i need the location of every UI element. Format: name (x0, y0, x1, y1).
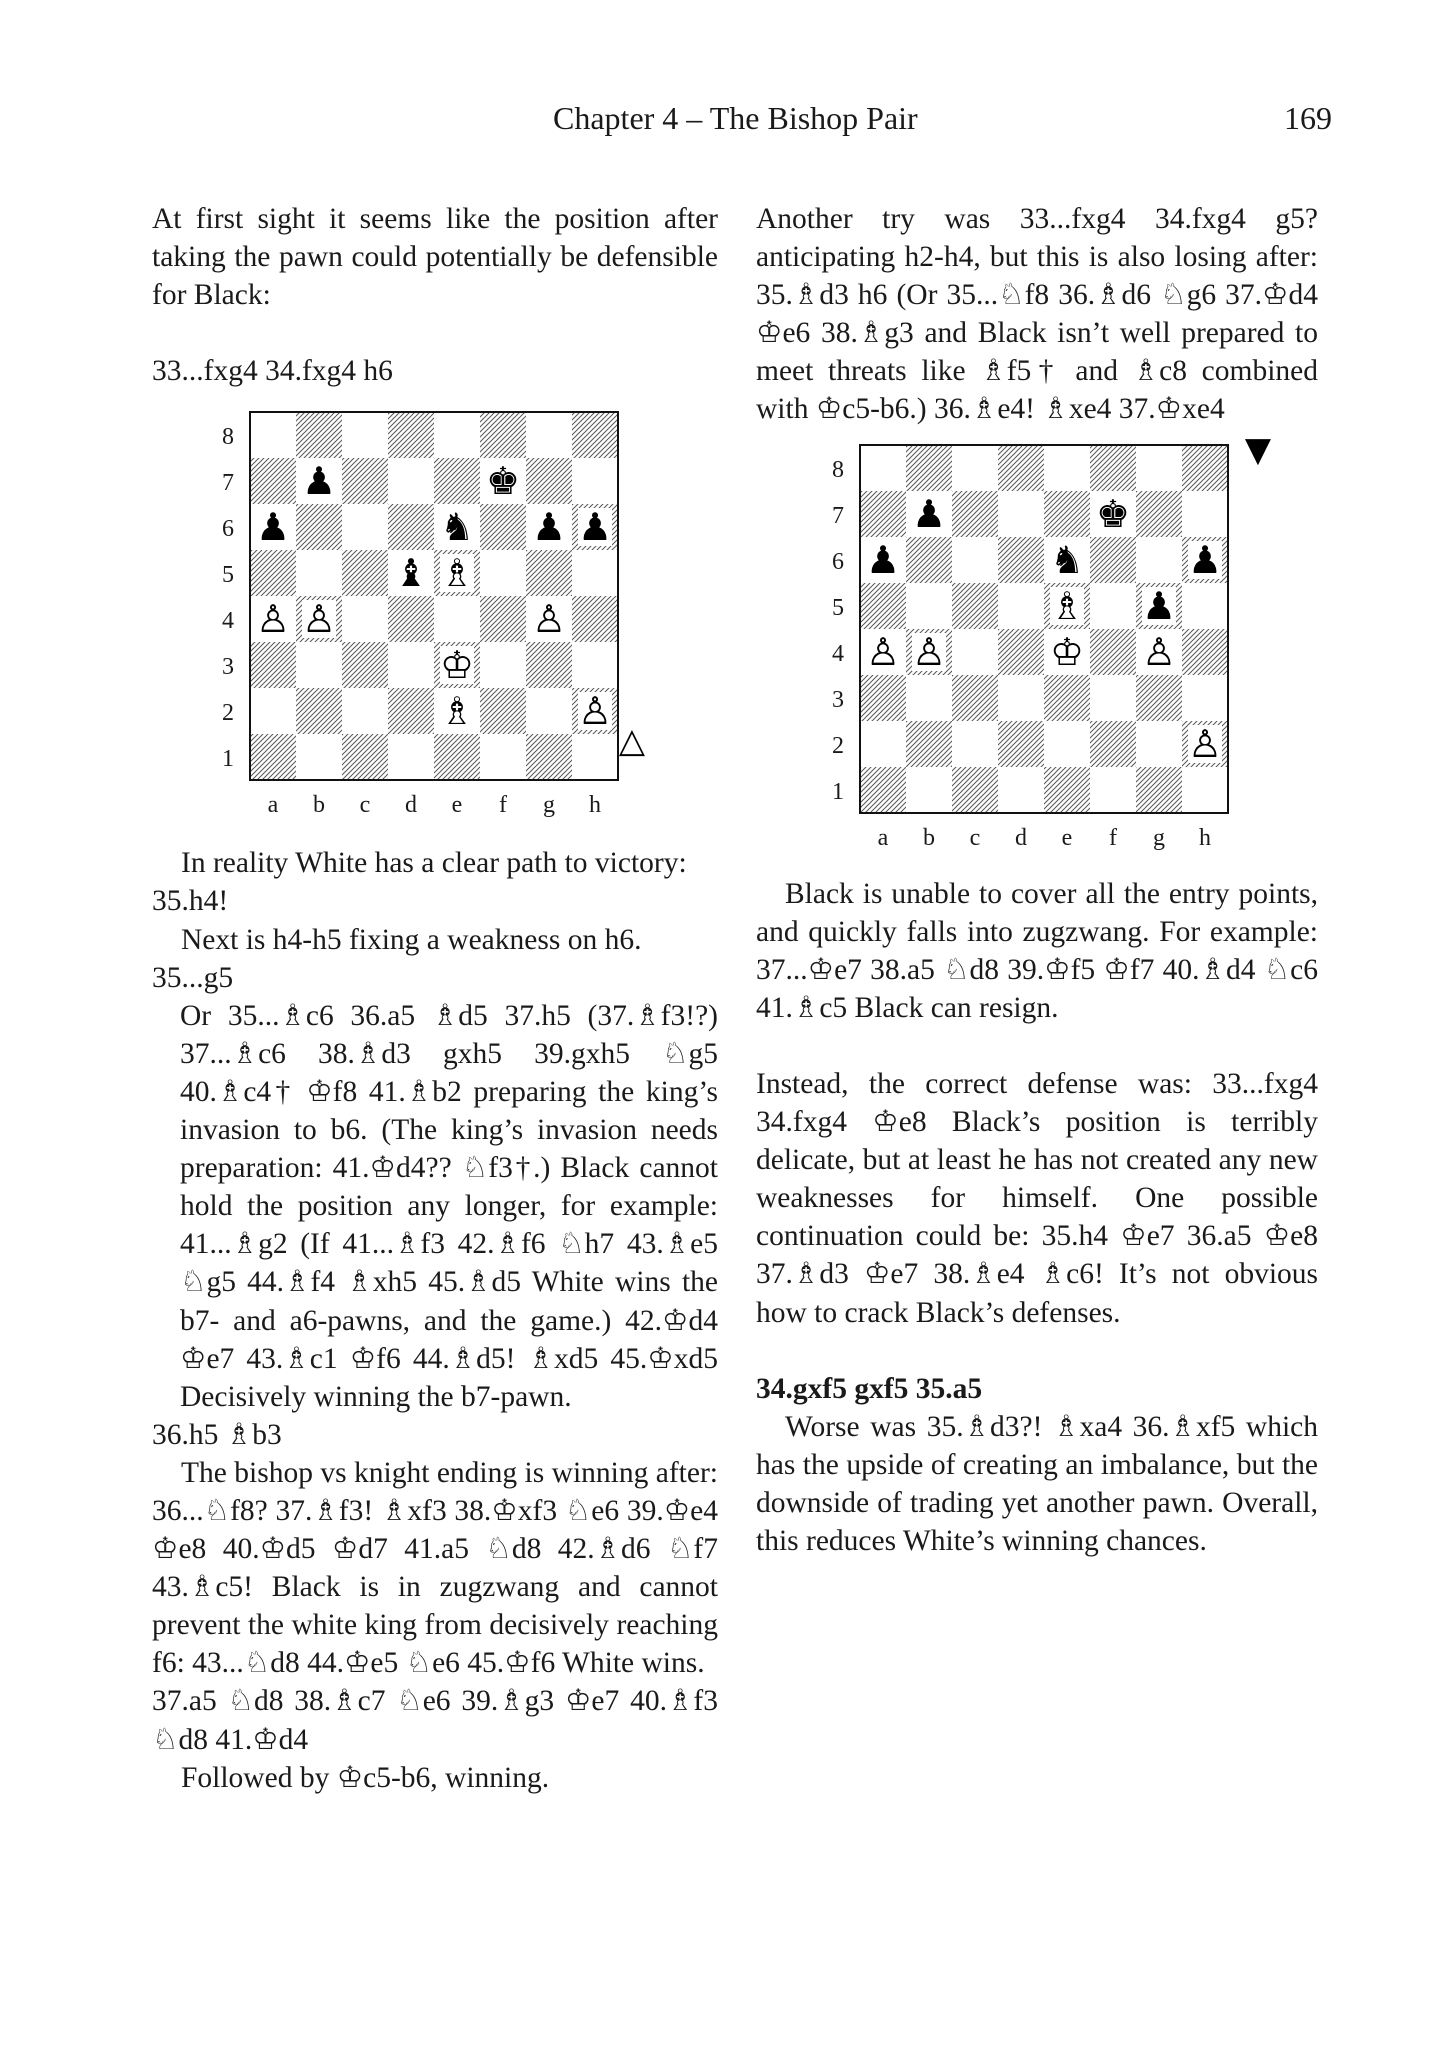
board-square-f5 (480, 550, 526, 596)
board-square-c7 (342, 458, 388, 504)
board-square-g6 (1136, 537, 1182, 583)
board-square-d1 (388, 734, 434, 780)
board-square-a5 (860, 583, 906, 629)
board-square-d2 (388, 688, 434, 734)
white-bishop-e2: ♗ (439, 689, 475, 734)
file-label: a (877, 824, 889, 851)
board-square-f1 (480, 734, 526, 780)
board-square-d7 (998, 491, 1044, 537)
rank-label: 4 (222, 608, 234, 635)
chess-diagram-1 (152, 400, 718, 844)
board-square-f2 (480, 688, 526, 734)
board-square-g1 (526, 734, 572, 780)
board-square-h7 (1182, 491, 1228, 537)
board-square-f8 (480, 412, 526, 458)
rank-label: 3 (832, 686, 844, 713)
board-square-h5 (572, 550, 618, 596)
white-pawn-g4: ♙ (1141, 629, 1177, 674)
board-square-d4 (388, 596, 434, 642)
board-square-b1 (906, 767, 952, 813)
board-square-h3 (1182, 675, 1228, 721)
board-square-a3 (860, 675, 906, 721)
file-label: c (359, 792, 371, 819)
page-header (0, 100, 1450, 144)
paragraph: The bishop vs knight ending is winning after: 36...♘f8? 37.♗f3! ♗xf3 38.♔xf3 ♘e6 39.♔e4 ♔e8 40.♔d5 ♔d7 41.a5 ♘d8 42.♗d6 ♘f7 43.♗c5! Black is in zugzwang and cannot prevent the white king from decisively reaching f6: 43...♘d8 44.♔e5 ♘e6 45.♔f6 White wins. (152, 1456, 718, 1680)
black-bishop-d5: ♝ (393, 551, 429, 596)
white-bishop-e5: ♗ (1049, 583, 1085, 628)
board-square-e8 (1044, 445, 1090, 491)
paragraph: Worse was 35.♗d3?! ♗xa4 36.♗xf5 which has the upside of creating an imbalance, but the downside of trading yet another pawn. Overall, this reduces White’s winning chances. (756, 1410, 1318, 1557)
board-square-f4 (480, 596, 526, 642)
black-pawn-b7: ♟ (301, 459, 337, 504)
board-square-f4 (1090, 629, 1136, 675)
rank-label: 6 (832, 548, 844, 575)
black-pawn-a6: ♟ (865, 537, 901, 582)
board-square-f3 (480, 642, 526, 688)
black-pawn-h6: ♟ (1187, 537, 1223, 582)
move-line: 33...fxg4 34.fxg4 h6 (152, 355, 393, 388)
rank-label: 1 (832, 778, 844, 805)
board-square-d6 (998, 537, 1044, 583)
board-square-b1 (296, 734, 342, 780)
board-square-g2 (526, 688, 572, 734)
board-square-e1 (434, 734, 480, 780)
black-pawn-g5: ♟ (1141, 583, 1177, 628)
white-king-e3: ♔ (439, 643, 475, 688)
white-pawn-b4: ♙ (301, 597, 337, 642)
black-pawn-b7: ♟ (911, 491, 947, 536)
spacer (152, 314, 718, 352)
rank-label: 2 (222, 700, 234, 727)
board-square-g7 (1136, 491, 1182, 537)
board-square-c5 (952, 583, 998, 629)
paragraph: Next is h4-h5 fixing a weakness on h6. (181, 923, 642, 956)
board-square-c5 (342, 550, 388, 596)
chess-board-svg (756, 429, 1316, 881)
board-square-d8 (388, 412, 434, 458)
variation-paragraph: Or 35...♗c6 36.a5 ♗d5 37.h5 (37.♗f3!?) 37...♗c6 38.♗d3 gxh5 39.gxh5 ♘g5 40.♗c4† ♔f8 41.♗b2 preparing the king’s invasion to b6. (The king’s invasion needs preparation: 41.♔d4?? ♘f3†.) Black cannot hold the position any longer, for example: 41...♗g2 (If 41...♗f3 42.♗f6 ♘h7 43.♗e5 ♘g5 44.♗f4 ♗xh5 45.♗d5 White wins the b7- and a6-pawns, and the game.) 42.♔d4 ♔e7 43.♗c1 ♔f6 44.♗d5! ♗xd5 45.♔xd5 Decisively winning the b7-pawn. (180, 999, 718, 1413)
rank-label: 7 (832, 502, 844, 529)
board-square-g3 (1136, 675, 1182, 721)
board-square-d8 (998, 445, 1044, 491)
file-label: e (451, 792, 463, 819)
board-square-b5 (296, 550, 342, 596)
move-line: 35.h4! (152, 885, 229, 918)
board-square-e4 (434, 596, 480, 642)
board-square-g8 (1136, 445, 1182, 491)
board-square-h4 (572, 596, 618, 642)
move-line: 36.h5 ♗b3 (152, 1418, 282, 1451)
board-square-c8 (952, 445, 998, 491)
paragraph: Another try was 33...fxg4 34.fxg4 g5? anticipating h2-h4, but this is also losing after: 35.♗d3 h6 (Or 35...♘f8 36.♗d6 ♘g6 37.♔d4 ♔e6 38.♗g3 and Black isn’t well prepared to meet threats like ♗f5† and ♗c8 combined with ♔c5-b6.) 36.♗e4! ♗xe4 37.♔xe4 (756, 203, 1318, 426)
board-square-e7 (434, 458, 480, 504)
board-square-d3 (998, 675, 1044, 721)
left-column (152, 200, 718, 1797)
board-square-b3 (906, 675, 952, 721)
board-square-g5 (526, 550, 572, 596)
board-square-c3 (342, 642, 388, 688)
board-square-g3 (526, 642, 572, 688)
board-square-a8 (860, 445, 906, 491)
board-square-d4 (998, 629, 1044, 675)
board-square-d3 (388, 642, 434, 688)
board-square-h1 (572, 734, 618, 780)
board-square-e1 (1044, 767, 1090, 813)
board-square-c4 (952, 629, 998, 675)
file-label: b (313, 792, 325, 819)
board-square-c7 (952, 491, 998, 537)
board-square-c1 (342, 734, 388, 780)
board-square-a7 (250, 458, 296, 504)
file-label: g (1153, 824, 1165, 851)
white-bishop-e5: ♗ (439, 551, 475, 596)
rank-label: 4 (832, 640, 844, 667)
white-pawn-a4: ♙ (865, 629, 901, 674)
black-knight-e6: ♞ (439, 505, 475, 550)
paragraph: Followed by ♔c5-b6, winning. (181, 1761, 550, 1794)
board-square-e7 (1044, 491, 1090, 537)
board-square-f3 (1090, 675, 1136, 721)
board-square-f1 (1090, 767, 1136, 813)
board-square-h5 (1182, 583, 1228, 629)
board-square-c2 (342, 688, 388, 734)
spacer (756, 1332, 1318, 1370)
board-square-h7 (572, 458, 618, 504)
board-square-b2 (906, 721, 952, 767)
black-pawn-g6: ♟ (531, 505, 567, 550)
white-king-e4: ♔ (1049, 629, 1085, 674)
board-square-h8 (1182, 445, 1228, 491)
page-number: 169 (1284, 100, 1332, 136)
board-square-c2 (952, 721, 998, 767)
chapter-title: Chapter 4 – The Bishop Pair (553, 100, 918, 136)
board-square-a3 (250, 642, 296, 688)
board-square-f5 (1090, 583, 1136, 629)
black-pawn-a6: ♟ (255, 505, 291, 550)
rank-label: 2 (832, 732, 844, 759)
board-square-e8 (434, 412, 480, 458)
move-heading: 34.gxf5 gxf5 35.a5 (756, 1372, 983, 1405)
board-square-d2 (998, 721, 1044, 767)
board-square-g8 (526, 412, 572, 458)
rank-label: 1 (222, 746, 234, 773)
board-square-g7 (526, 458, 572, 504)
spacer (756, 1027, 1318, 1065)
board-square-a8 (250, 412, 296, 458)
board-square-b3 (296, 642, 342, 688)
file-label: c (969, 824, 981, 851)
move-line: 37.a5 ♘d8 38.♗c7 ♘e6 39.♗g3 ♔e7 40.♗f3 ♘d8 41.♔d4 (152, 1685, 718, 1756)
board-square-g2 (1136, 721, 1182, 767)
board-square-a2 (860, 721, 906, 767)
white-pawn-g4: ♙ (531, 597, 567, 642)
board-square-c4 (342, 596, 388, 642)
board-square-f6 (1090, 537, 1136, 583)
file-label: f (1109, 824, 1117, 851)
board-square-d5 (998, 583, 1044, 629)
black-pawn-h6: ♟ (577, 505, 613, 550)
file-label: d (405, 792, 417, 819)
board-square-c8 (342, 412, 388, 458)
paragraph: Instead, the correct defense was: 33...fxg4 34.fxg4 ♔e8 Black’s position is terribly delicate, but at least he has not created any new weaknesses for himself. One possible continuation could be: 35.h4 ♔e7 36.a5 ♔e8 37.♗d3 ♔e7 38.♗e4 ♗c6! It’s not obvious how to crack Black’s defenses. (756, 1067, 1318, 1329)
white-pawn-h2: ♙ (577, 689, 613, 734)
board-square-c6 (952, 537, 998, 583)
board-square-h8 (572, 412, 618, 458)
board-square-b2 (296, 688, 342, 734)
file-label: d (1015, 824, 1027, 851)
board-square-a1 (860, 767, 906, 813)
intro-paragraph: At first sight it seems like the position after taking the pawn could potentially be defensible for Black: (152, 203, 718, 312)
rank-label: 5 (832, 594, 844, 621)
white-pawn-a4: ♙ (255, 597, 291, 642)
paragraph: In reality White has a clear path to victory: (181, 847, 687, 880)
rank-label: 6 (222, 516, 234, 543)
board-square-a2 (250, 688, 296, 734)
file-label: b (923, 824, 935, 851)
file-label: g (543, 792, 555, 819)
side-to-move-indicator: ▼ (1244, 429, 1272, 470)
move-line: 35...g5 (152, 961, 234, 994)
board-square-a5 (250, 550, 296, 596)
board-square-b8 (906, 445, 952, 491)
board-square-f2 (1090, 721, 1136, 767)
paragraph: Black is unable to cover all the entry points, and quickly falls into zugzwang. For example: 37...♔e7 38.a5 ♘d8 39.♔f5 ♔f7 40.♗d4 ♘c6 41.♗c5 Black can resign. (756, 877, 1318, 1024)
rank-label: 3 (222, 654, 234, 681)
file-label: e (1061, 824, 1073, 851)
rank-label: 5 (222, 562, 234, 589)
side-to-move-indicator: △ (618, 721, 646, 762)
board-square-c6 (342, 504, 388, 550)
rank-label: 8 (832, 456, 844, 483)
board-square-c3 (952, 675, 998, 721)
board-square-h3 (572, 642, 618, 688)
board-square-f8 (1090, 445, 1136, 491)
black-knight-e6: ♞ (1049, 537, 1085, 582)
white-pawn-b4: ♙ (911, 629, 947, 674)
white-pawn-h2: ♙ (1187, 721, 1223, 766)
black-king-f7: ♚ (485, 459, 521, 504)
file-label: a (267, 792, 279, 819)
board-square-a7 (860, 491, 906, 537)
board-square-b6 (296, 504, 342, 550)
board-square-d6 (388, 504, 434, 550)
chess-board-svg (152, 400, 712, 844)
board-square-a1 (250, 734, 296, 780)
board-square-e3 (1044, 675, 1090, 721)
board-square-f6 (480, 504, 526, 550)
board-square-h4 (1182, 629, 1228, 675)
board-square-c1 (952, 767, 998, 813)
board-square-e2 (1044, 721, 1090, 767)
board-square-g1 (1136, 767, 1182, 813)
board-square-b8 (296, 412, 342, 458)
board-square-b6 (906, 537, 952, 583)
file-label: f (499, 792, 507, 819)
board-square-d7 (388, 458, 434, 504)
rank-label: 8 (222, 424, 234, 451)
chess-diagram-2 (756, 429, 1318, 875)
board-square-h1 (1182, 767, 1228, 813)
black-king-f7: ♚ (1095, 491, 1131, 536)
file-label: h (589, 792, 601, 819)
board-square-d1 (998, 767, 1044, 813)
file-label: h (1199, 824, 1211, 851)
board-square-b5 (906, 583, 952, 629)
right-column (756, 200, 1318, 1560)
rank-label: 7 (222, 470, 234, 497)
